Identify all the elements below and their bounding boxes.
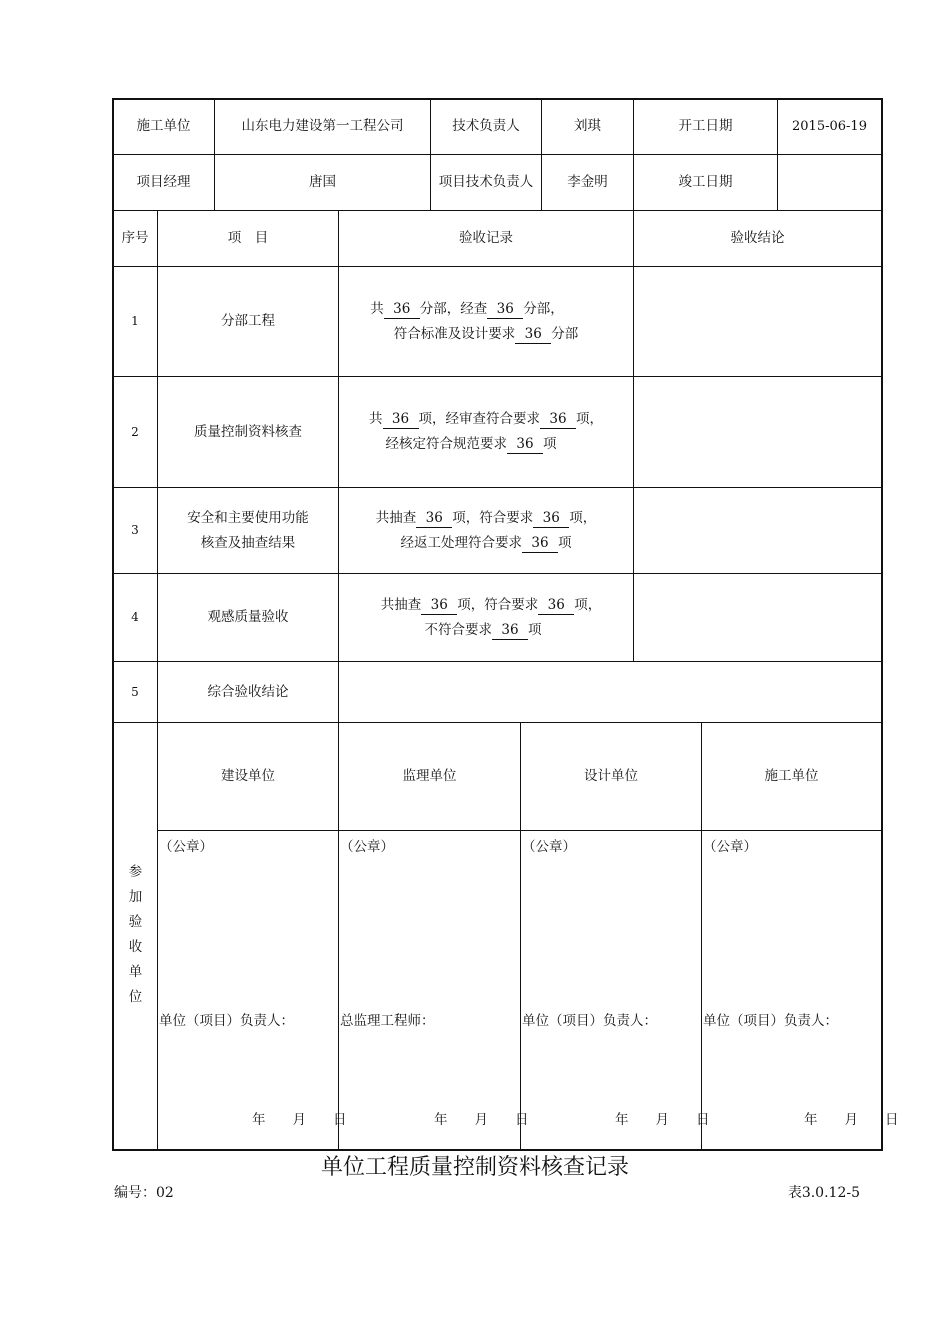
tech-lead-label: 技术负责人 (452, 118, 520, 134)
row-2-no: 2 (131, 424, 139, 439)
row-3-item-line1: 安全和主要使用功能 (187, 509, 309, 526)
unit-2-name: 监理单位 (402, 768, 457, 784)
row-3-record: 共抽查 36 项，符合要求 36 项， 经返工处理符合要求 36 项 (375, 509, 597, 551)
unit-4-signer: 单位（项目）负责人： (703, 1013, 838, 1029)
row-2-item: 质量控制资料核查 (194, 423, 302, 440)
col-header-no: 序号 (121, 230, 149, 246)
document-title: 单位工程质量控制资料核查记录 (320, 1155, 629, 1180)
unit-1-seal: （公章） (159, 839, 213, 855)
row-4-item: 观感质量验收 (207, 609, 289, 625)
unit-3-signer: 单位（项目）负责人： (522, 1013, 657, 1029)
start-date-value: 2015-06-19 (792, 119, 867, 134)
construction-unit-value: 山东电力建设第一工程公司 (241, 118, 404, 134)
unit-3-date: 年 月 日 (615, 1112, 710, 1128)
end-date-label: 竣工日期 (678, 174, 733, 190)
unit-3-name: 设计单位 (584, 768, 638, 784)
unit-1-name: 建设单位 (221, 768, 275, 784)
end-date-value (778, 155, 881, 210)
project-tech-lead-label: 项目技术负责人 (438, 174, 534, 190)
project-manager-value: 唐国 (309, 174, 336, 190)
form-number: 表3.0.12-5 (787, 1185, 860, 1201)
unit-3-seal: （公章） (522, 839, 576, 855)
unit-2-date: 年 月 日 (434, 1112, 529, 1128)
row-3-item (158, 488, 338, 573)
col-header-record: 验收记录 (459, 230, 513, 246)
row-3-no: 3 (131, 523, 139, 537)
unit-4-name: 施工单位 (764, 768, 819, 784)
unit-1-date: 年 月 日 (252, 1112, 347, 1128)
row-5-item: 综合验收结论 (207, 683, 289, 700)
row-1-record: 共 36 分部，经查 36 分部， 符合标准及设计要求 36 分部 (370, 300, 579, 342)
project-tech-lead-value: 李金明 (567, 174, 608, 190)
col-header-item: 项 目 (227, 230, 269, 246)
row-1-item: 分部工程 (221, 313, 275, 329)
unit-2-signer: 总监理工程师： (340, 1013, 435, 1029)
start-date-label: 开工日期 (678, 118, 733, 134)
row-3-item-line2: 核查及抽查结果 (200, 534, 296, 551)
construction-unit-label: 施工单位 (136, 118, 191, 134)
row-2-record: 共 36 项，经审查符合要求 36 项， 经核定符合规范要求 36 项 (369, 411, 603, 452)
row-4-record: 共抽查 36 项，符合要求 36 项， 不符合要求 36 项 (380, 596, 602, 638)
tech-lead-value: 刘琪 (574, 118, 601, 134)
unit-2-seal: （公章） (340, 839, 394, 855)
unit-4-seal: （公章） (703, 839, 757, 855)
document-number: 编号：02 (114, 1185, 174, 1201)
col-header-conclusion: 验收结论 (730, 230, 785, 246)
row-1-no: 1 (131, 314, 139, 328)
project-manager-label: 项目经理 (136, 174, 191, 190)
participants-side-label: 参 加 验 收 单 位 (128, 864, 143, 1005)
row-5-no: 5 (131, 684, 139, 699)
row-4-no: 4 (131, 610, 139, 624)
unit-1-signer: 单位（项目）负责人： (159, 1013, 294, 1029)
unit-4-date: 年 月 日 (804, 1112, 899, 1128)
